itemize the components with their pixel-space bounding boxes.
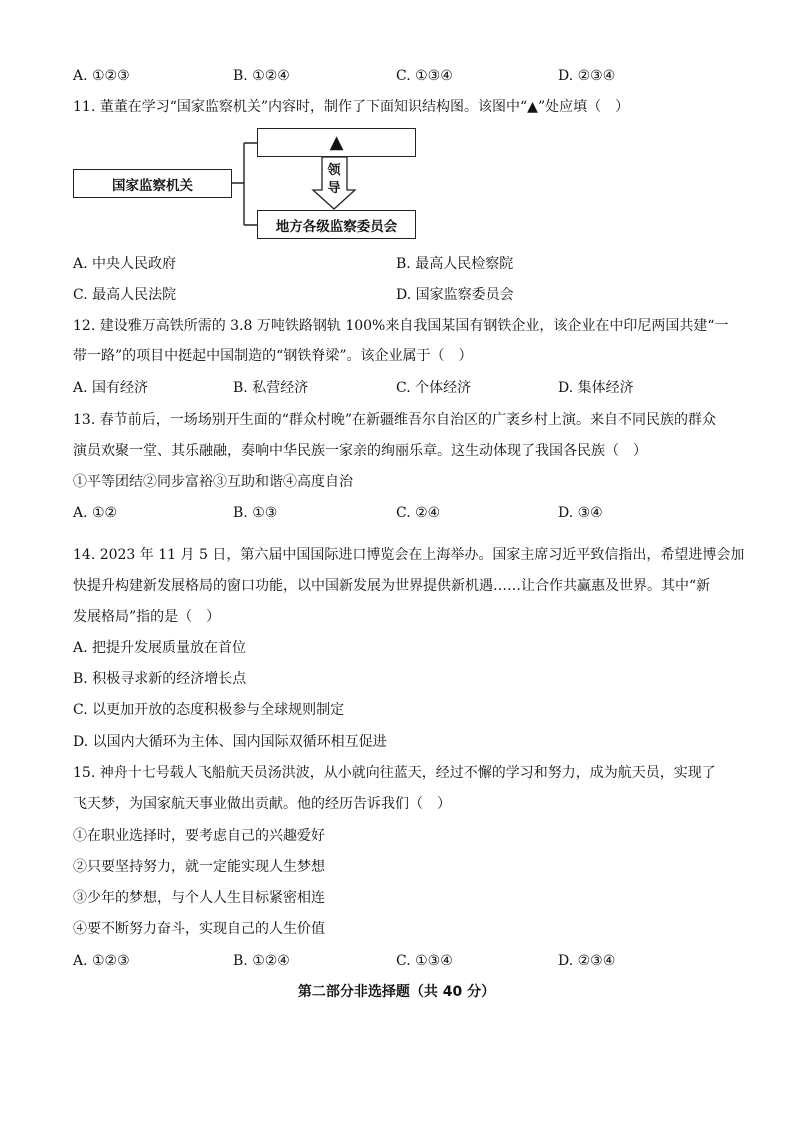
q14-stem-line1: 14. 2023 年 11 月 5 日，第六届中国国际进口博览会在上海举办。国家主席习近平致信指出，希望进博会加 [73, 547, 745, 563]
q14-stem-line3: 发展格局”指的是（ ） [73, 609, 221, 625]
q15-statement-3: ③少年的梦想，与个人人生目标紧密相连 [73, 890, 325, 906]
q13-stem-line2: 演员欢聚一堂、其乐融融，奏响中华民族一家亲的绚丽乐章。这生动体现了我国各民族（ ） [73, 443, 647, 459]
q11-stem: 11. 董董在学习“国家监察机关”内容时，制作了下面知识结构图。该图中“▲”处应填（ ） [73, 99, 630, 115]
q13-option-d: D. ③④ [558, 505, 603, 521]
q13-option-a: A. ①② [73, 505, 118, 521]
q14-option-c: C. 以更加开放的态度积极参与全球规则制定 [73, 702, 345, 718]
section2-title: 第二部分非选择题（共 40 分） [297, 984, 496, 1000]
q12-option-b: B. 私营经济 [233, 380, 309, 396]
q10-option-d: D. ②③④ [558, 68, 616, 84]
q15-statement-2: ②只要坚持努力，就一定能实现人生梦想 [73, 859, 325, 875]
q12-stem-line1: 12. 建设雅万高铁所需的 3.8 万吨铁路钢轨 100%来自我国某国有钢铁企业，该企业在中印尼两国共建“一 [73, 318, 729, 334]
box-blank-triangle: ▲ [257, 128, 416, 157]
q15-option-c: C. ①③④ [396, 953, 453, 969]
q14-option-a: A. 把提升发展质量放在首位 [73, 640, 247, 656]
q15-option-a: A. ①②③ [73, 953, 130, 969]
q14-option-b: B. 积极寻求新的经济增长点 [73, 671, 247, 687]
q11-option-d: D. 国家监察委员会 [396, 287, 514, 303]
q14-stem-line2: 快提升构建新发展格局的窗口功能，以中国新发展为世界提供新机遇……让合作共赢惠及世界。其中“新 [73, 578, 711, 594]
box-national-supervisory-organ: 国家监察机关 [73, 169, 232, 198]
q15-statement-1: ①在职业选择时，要考虑自己的兴趣爱好 [73, 828, 325, 844]
box-local-supervisory-committees: 地方各级监察委员会 [257, 210, 416, 239]
q13-option-b: B. ①③ [233, 505, 278, 521]
q15-option-b: B. ①②④ [233, 953, 290, 969]
q12-stem-line2: 带一路”的项目中挺起中国制造的“钢铁脊梁”。该企业属于（ ） [73, 348, 473, 364]
q12-option-a: A. 国有经济 [73, 380, 149, 396]
arrow-label-1: 领 [327, 163, 341, 178]
q13-stem-line1: 13. 春节前后，一场场别开生面的“群众村晚”在新疆维吾尔自治区的广袤乡村上演。来自不同民族的群众 [73, 412, 717, 428]
q10-option-b: B. ①②④ [233, 68, 290, 84]
arrow-label-2: 导 [327, 181, 341, 196]
q15-stem-line2: 飞天梦，为国家航天事业做出贡献。他的经历告诉我们（ ） [73, 796, 451, 812]
q12-option-c: C. 个体经济 [396, 380, 472, 396]
q15-stem-line1: 15. 神舟十七号载人飞船航天员汤洪波，从小就向往蓝天，经过不懈的学习和努力，成为航天员，实现了 [73, 765, 716, 781]
q15-option-d: D. ②③④ [558, 953, 616, 969]
q11-option-a: A. 中央人民政府 [73, 256, 177, 272]
q15-statement-4: ④要不断努力奋斗，实现自己的人生价值 [73, 921, 325, 937]
q14-option-d: D. 以国内大循环为主体、国内国际双循环相互促进 [73, 734, 387, 750]
q13-option-c: C. ②④ [396, 505, 441, 521]
q11-option-b: B. 最高人民检察院 [396, 256, 514, 272]
q11-option-c: C. 最高人民法院 [73, 287, 177, 303]
q10-option-c: C. ①③④ [396, 68, 453, 84]
q12-option-d: D. 集体经济 [558, 380, 634, 396]
bracket-lines [232, 143, 257, 225]
q13-statements: ①平等团结②同步富裕③互助和谐④高度自治 [73, 474, 353, 490]
q10-option-a: A. ①②③ [73, 68, 130, 84]
